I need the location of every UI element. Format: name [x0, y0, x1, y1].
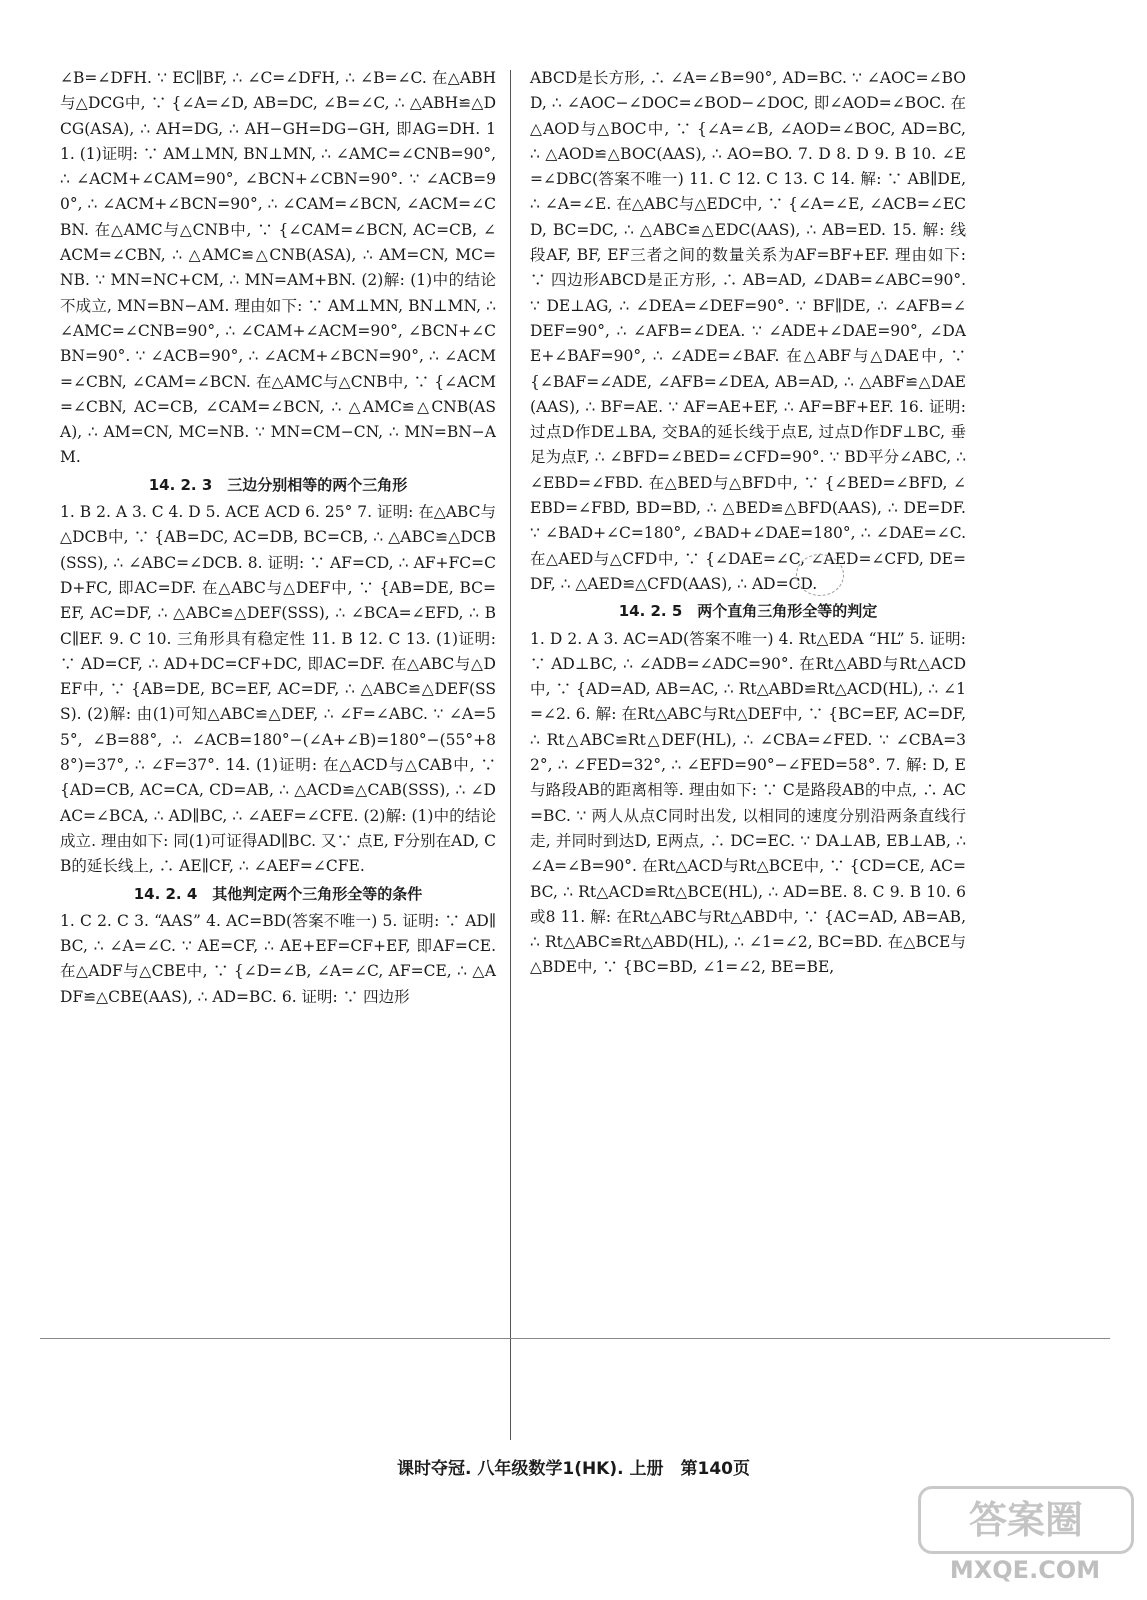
left-text-1: ∠B=∠DFH. ∵ EC∥BF, ∴ ∠C=∠DFH, ∴ ∠B=∠C. 在△ABH与△DCG中, ∵ {∠A=∠D, AB=DC, ∠B=∠C, ∴ △ABH≌△DCG(ASA), ∴ AH=DG, ∴ AH−GH=DG−GH, 即AG=DH. 11. (1)证明: ∵ AM⊥MN, BN⊥MN, ∴ ∠AMC=∠CNB=90°, ∴ ∠ACM+∠CAM=90°, ∠BCN+∠CBN=90°. ∵ ∠ACB=90°, ∴ ∠ACM+∠BCN=90°, ∴ ∠CAM=∠BCN, ∠ACM=∠CBN. 在△AMC与△CNB中, ∵ {∠CAM=∠BCN, AC=CB, ∠ACM=∠CBN, ∴ △AMC≌△CNB(ASA), ∴ AM=CN, MC=NB. ∵ MN=NC+CM, ∴ MN=AM+BN. (2)解: (1)中的结论不成立, MN=BN−AM. 理由如下: ∵ AM⊥MN, BN⊥MN, ∴ ∠AMC=∠CNB=90°, ∴ ∠CAM+∠ACM=90°, ∠BCN+∠CBN=90°. ∵ ∠ACB=90°, ∴ ∠ACM+∠BCN=90°, ∴ ∠ACM=∠CBN, ∠CAM=∠BCN. 在△AMC与△CNB中, ∵ {∠ACM=∠CBN, AC=CB, ∠CAM=∠BCN, ∴ △AMC≌△CNB(ASA), ∴ AM=CN, MC=NB. ∵ MN=CM−CN, ∴ MN=BN−AM.	[60, 69, 496, 467]
left-text-3: 1. C 2. C 3. “AAS” 4. AC=BD(答案不唯一) 5. 证明: ∵ AD∥BC, ∴ ∠A=∠C. ∵ AE=CF, ∴ AE+EF=CF+EF, 即AF=CE. 在△ADF与△CBE中, ∵ {∠D=∠B, ∠A=∠C, AF=CE, ∴ △ADF≌△CBE(AAS), ∴ AD=BC. 6. 证明: ∵ 四边形	[60, 911, 496, 1006]
watermark-logo: 答案圈	[918, 1486, 1134, 1554]
section-heading-14-2-5: 14. 2. 5 两个直角三角形全等的判定	[618, 602, 878, 621]
section-heading-14-2-3: 14. 2. 3 三边分别相等的两个三角形	[148, 475, 408, 494]
right-text-2: 1. D 2. A 3. AC=AD(答案不唯一) 4. Rt△EDA “HL” 5. 证明: ∵ AD⊥BC, ∴ ∠ADB=∠ADC=90°. 在Rt△ABD与Rt△ACD中, ∵ {AD=AD, AB=AC, ∴ Rt△ABD≌Rt△ACD(HL), ∴ ∠1=∠2. 6. 解: 在Rt△ABC与Rt△DEF中, ∵ {BC=EF, AC=DF, ∴ Rt△ABC≌Rt△DEF(HL), ∴ ∠CBA=∠FED. ∵ ∠CBA=32°, ∴ ∠FED=32°, ∴ ∠EFD=90°−∠FED=58°. 7. 解: D, E与路段AB的距离相等. 理由如下: ∵ C是路段AB的中点, ∴ AC=BC. ∵ 两人从点C同时出发, 以相同的速度分别沿两条直线行走, 并同时到达D, E两点, ∴ DC=EC. ∵ DA⊥AB, EB⊥AB, ∴ ∠A=∠B=90°. 在Rt△ACD与Rt△BCE中, ∵ {CD=CE, AC=BC, ∴ Rt△ACD≌Rt△BCE(HL), ∴ AD=BE. 8. C 9. B 10. 6或8 11. 解: 在Rt△ABC与Rt△ABD中, ∵ {AC=AD, AB=AB, ∴ Rt△ABC≌Rt△ABD(HL), ∴ ∠1=∠2, BC=BD. 在△BCE与△BDE中, ∵ {BC=BD, ∠1=∠2, BE=BE,	[530, 629, 966, 977]
stamp-mark	[796, 554, 844, 596]
right-text-1: ABCD是长方形, ∴ ∠A=∠B=90°, AD=BC. ∵ ∠AOC=∠BOD, ∴ ∠AOC−∠DOC=∠BOD−∠DOC, 即∠AOD=∠BOC. 在△AOD与△BOC中, ∵ {∠A=∠B, ∠AOD=∠BOC, AD=BC, ∴ △AOD≌△BOC(AAS), ∴ AO=BO. 7. D 8. D 9. B 10. ∠E=∠DBC(答案不唯一) 11. C 12. C 13. C 14. 解: ∵ AB∥DE, ∴ ∠A=∠E. 在△ABC与△EDC中, ∵ {∠A=∠E, ∠ACB=∠ECD, BC=DC, ∴ △ABC≌△EDC(AAS), ∴ AB=ED. 15. 解: 线段AF, BF, EF三者之间的数量关系为AF=BF+EF. 理由如下: ∵ 四边形ABCD是正方形, ∴ AB=AD, ∠DAB=∠ABC=90°. ∵ DE⊥AG, ∴ ∠DEA=∠DEF=90°. ∵ BF∥DE, ∴ ∠AFB=∠DEF=90°, ∴ ∠AFB=∠DEA. ∵ ∠ADE+∠DAE=90°, ∠DAE+∠BAF=90°, ∴ ∠ADE=∠BAF. 在△ABF与△DAE中, ∵ {∠BAF=∠ADE, ∠AFB=∠DEA, AB=AD, ∴ △ABF≌△DAE(AAS), ∴ BF=AE. ∵ AF=AE+EF, ∴ AF=BF+EF. 16. 证明: 过点D作DE⊥BA, 交BA的延长线于点E, 过点D作DF⊥BC, 垂足为点F, ∴ ∠BFD=∠BED=∠CFD=90°. ∵ BD平分∠ABC, ∴ ∠EBD=∠FBD. 在△BED与△BFD中, ∵ {∠BED=∠BFD, ∠EBD=∠FBD, BD=BD, ∴ △BED≌△BFD(AAS), ∴ DE=DF. ∵ ∠BAD+∠C=180°, ∠BAD+∠DAE=180°, ∴ ∠DAE=∠C. 在△AED与△CFD中, ∵ {∠DAE=∠C, ∠AED=∠CFD, DE=DF, ∴ △AED≌△CFD(AAS), ∴ AD=CD.	[530, 69, 966, 593]
watermark-url: MXQE.COM	[949, 1556, 1101, 1584]
page-footer: 课时夺冠. 八年级数学1(HK). 上册 第140页	[396, 1459, 750, 1479]
section-heading-14-2-4: 14. 2. 4 其他判定两个三角形全等的条件	[133, 884, 423, 903]
left-text-2: 1. B 2. A 3. C 4. D 5. ACE ACD 6. 25° 7. 证明: 在△ABC与△DCB中, ∵ {AB=DC, AC=DB, BC=CB, ∴ △ABC≌△DCB(SSS), ∴ ∠ABC=∠DCB. 8. 证明: ∵ AF=CD, ∴ AF+FC=CD+FC, 即AC=DF. 在△ABC与△DEF中, ∵ {AB=DE, BC=EF, AC=DF, ∴ △ABC≌△DEF(SSS), ∴ ∠BCA=∠EFD, ∴ BC∥EF. 9. C 10. 三角形具有稳定性 11. B 12. C 13. (1)证明: ∵ AD=CF, ∴ AD+DC=CF+DC, 即AC=DF. 在△ABC与△DEF中, ∵ {AB=DE, BC=EF, AC=DF, ∴ △ABC≌△DEF(SSS). (2)解: 由(1)可知△ABC≌△DEF, ∴ ∠F=∠ABC. ∵ ∠A=55°, ∠B=88°, ∴ ∠ACB=180°−(∠A+∠B)=180°−(55°+88°)=37°, ∴ ∠F=37°. 14. (1)证明: 在△ACD与△CAB中, ∵ {AD=CB, AC=CA, CD=AB, ∴ △ACD≌△CAB(SSS), ∴ ∠DAC=∠BCA, ∴ AD∥BC, ∴ ∠AEF=∠CFE. (2)解: (1)中的结论成立. 理由如下: 同(1)可证得AD∥BC. 又∵ 点E, F分别在AD, CB的延长线上, ∴ AE∥CF, ∴ ∠AEF=∠CFE.	[60, 503, 496, 876]
right-column	[530, 66, 966, 981]
column-divider	[510, 70, 511, 1440]
left-column	[60, 66, 496, 1010]
scan-line	[40, 1338, 1110, 1339]
